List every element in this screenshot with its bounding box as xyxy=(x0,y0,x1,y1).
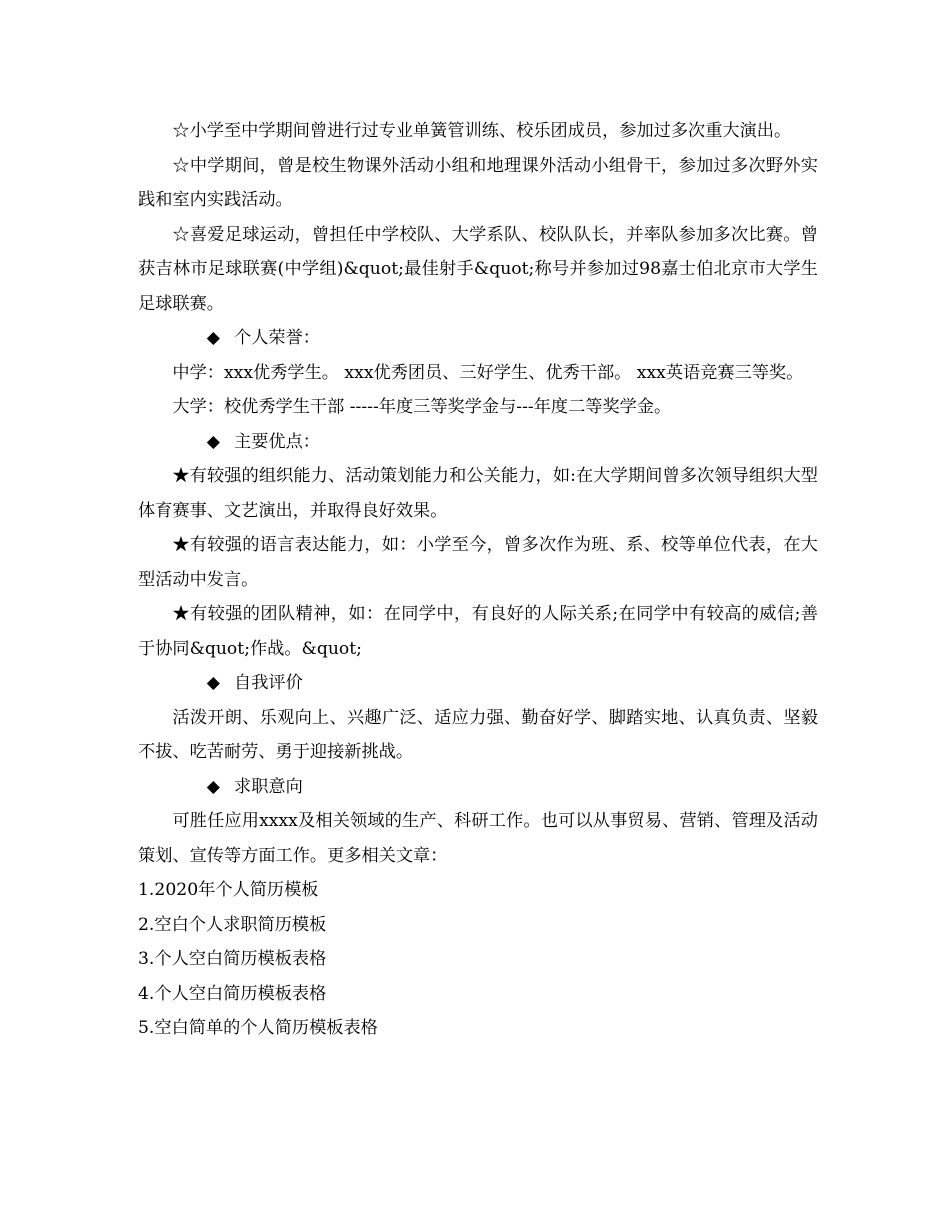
related-article-link[interactable]: 1.2020年个人简历模板 xyxy=(138,880,319,900)
diamond-bullet-icon: ◆ xyxy=(206,431,220,452)
section-title: 求职意向 xyxy=(234,776,303,797)
self-evaluation-paragraph: 活泼开朗、乐观向上、兴趣广泛、适应力强、勤奋好学、脚踏实地、认真负责、坚毅不拔、吃苦耐劳、勇于迎接新挑战。 xyxy=(138,707,818,762)
diamond-bullet-icon: ◆ xyxy=(206,328,220,348)
activity-paragraph: ☆喜爱足球运动，曾担任中学校队、大学系队、校队队长，并率队参加多次比赛。曾获吉林市足球联赛(中学组)&quot;最佳射手&quot;称号并参加过98嘉士伯北京市大学生足球联赛。 xyxy=(138,224,818,314)
section-heading-self-evaluation xyxy=(138,666,818,701)
related-article-link[interactable]: 5.空白简单的个人简历模板表格 xyxy=(138,1018,378,1038)
strength-paragraph: ★有较强的语言表达能力，如：小学至今，曾多次作为班、系、校等单位代表，在大型活动中发言。 xyxy=(138,535,818,590)
section-title: 主要优点： xyxy=(234,431,320,452)
section-title: 个人荣誉： xyxy=(234,328,320,348)
diamond-bullet-icon: ◆ xyxy=(206,673,220,693)
activity-paragraph: ☆小学至中学期间曾进行过专业单簧管训练、校乐团成员，参加过多次重大演出。 xyxy=(172,121,792,141)
document-page xyxy=(138,114,818,1046)
section-heading-honors xyxy=(138,321,818,356)
strength-paragraph: ★有较强的团队精神，如：在同学中，有良好的人际关系;在同学中有较高的威信;善于协同&quot;作战。&quot; xyxy=(138,604,818,659)
related-article-link[interactable]: 2.空白个人求职简历模板 xyxy=(138,914,327,935)
related-articles-list xyxy=(138,873,818,1046)
diamond-bullet-icon: ◆ xyxy=(206,776,220,797)
section-title: 自我评价 xyxy=(234,673,303,693)
section-heading-strengths xyxy=(138,425,818,460)
job-intention-paragraph: 可胜任应用xxxx及相关领域的生产、科研工作。也可以从事贸易、营销、管理及活动策划、宣传等方面工作。更多相关文章： xyxy=(138,811,818,866)
strength-paragraph: ★有较强的组织能力、活动策划能力和公关能力，如:在大学期间曾多次领导组织大型体育赛事、文艺演出，并取得良好效果。 xyxy=(138,466,818,521)
related-article-link[interactable]: 4.个人空白简历模板表格 xyxy=(138,983,327,1004)
activity-paragraph: ☆中学期间，曾是校生物课外活动小组和地理课外活动小组骨干，参加过多次野外实践和室内实践活动。 xyxy=(138,155,818,210)
section-heading-job-intention xyxy=(138,770,818,805)
related-article-link[interactable]: 3.个人空白简历模板表格 xyxy=(138,949,327,969)
honor-paragraph: 中学：xxx优秀学生。 xxx优秀团员、三好学生、优秀干部。 xxx英语竞赛三等奖。 xyxy=(172,362,804,383)
honor-paragraph: 大学：校优秀学生干部 -----年度三等奖学金与---年度二等奖学金。 xyxy=(172,397,672,417)
